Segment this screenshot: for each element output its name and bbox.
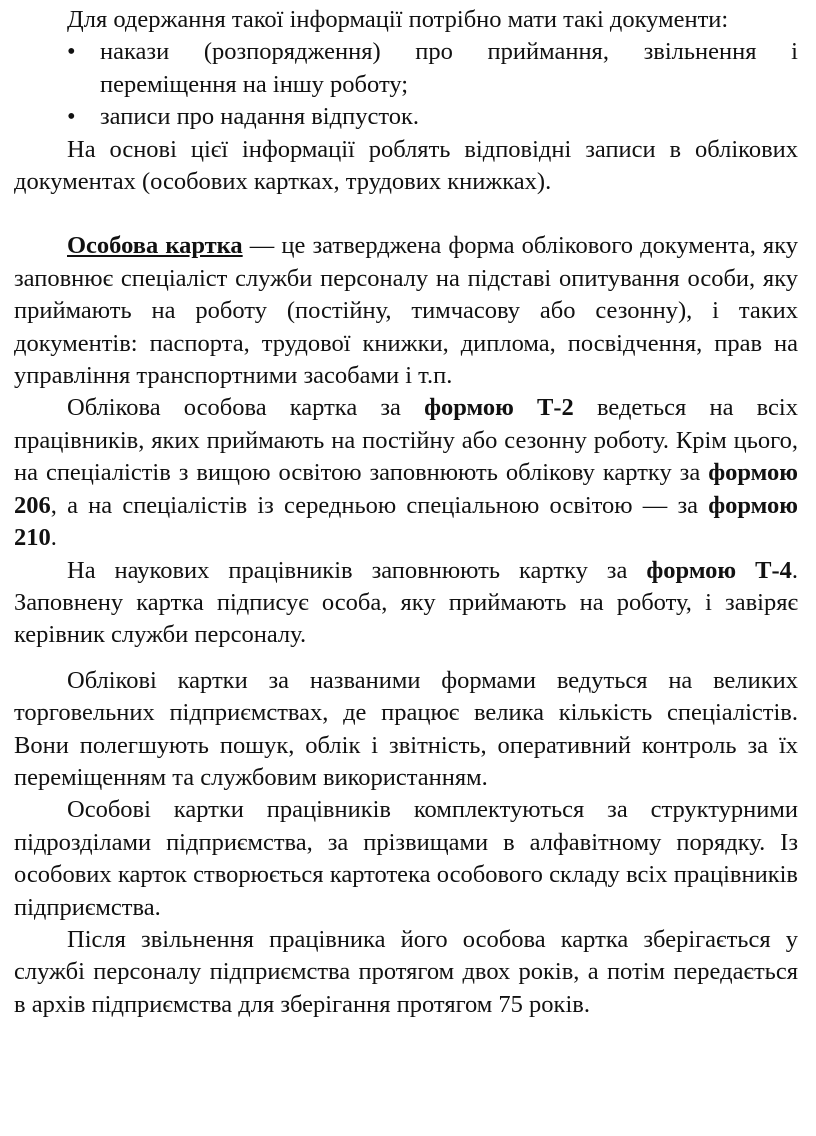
form-206-term: формою 206 <box>14 459 798 519</box>
form-210-term: формою 210 <box>14 491 798 552</box>
form-t2-term: формою Т-2 <box>424 394 574 422</box>
list-item-text: накази (розпорядження) про приймання, звільнення і переміщення на іншу роботу; <box>100 38 798 98</box>
text-run: , а на спеціалістів із середньою спеціальною освітою — за <box>50 491 709 519</box>
bullet-icon: • <box>67 38 76 66</box>
list-item-text: записи про надання відпусток. <box>100 103 419 131</box>
documents-list <box>14 36 798 133</box>
filing-paragraph: Особові картки працівників комплектуються за структурними підрозділами підприємства, за прізвищами в алфавітному порядку. Із особових карток створюється картотека особового складу всіх працівників підприємства. <box>14 796 798 921</box>
text-run: . Заповнену картка підписує особа, яку приймають на роботу, і завіряє керівник служби персоналу. <box>14 556 799 649</box>
document-page <box>14 4 798 1021</box>
definition-text: — це затверджена форма облікового документа, яку заповнює спеціаліст служби персоналу на підставі опитування особи, яку приймають на роботу (постійну, тимчасову або сезонну), і таких документів: паспорта, трудової книжки, диплома, посвідчення, прав на управління транспортними засобами і т.п. <box>14 232 799 390</box>
form-t4-paragraph <box>14 555 798 652</box>
text-run: . <box>50 524 57 552</box>
list-item <box>14 36 798 101</box>
text-run: ведеться на всіх працівників, яких приймають на постійну або сезонну роботу. Крім цього, на спеціалістів з вищою освітою заповнюють облікову картку за <box>14 394 798 487</box>
defined-term: Особова картка <box>67 232 243 260</box>
records-paragraph: На основі цієї інформації роблять відповідні записи в облікових документах (особових картках, трудових книжках). <box>14 135 798 196</box>
form-t2-paragraph <box>14 392 798 554</box>
usage-paragraph: Облікові картки за названими формами ведуться на великих торговельних підприємствах, де працює велика кількість спеціалістів. Вони полегшують пошук, облік і звітність, оперативний контроль за їх переміщенням та службовим використанням. <box>14 666 798 791</box>
bullet-icon: • <box>67 103 76 131</box>
intro-paragraph: Для одержання такої інформації потрібно мати такі документи: <box>67 6 729 33</box>
text-run: На наукових працівників заповнюють картку за <box>67 556 647 584</box>
retention-paragraph: Після звільнення працівника його особова картка зберігається у службі персоналу підприємства протягом двох років, а потім передається в архів підприємства для зберігання протягом 75 років. <box>14 925 798 1018</box>
list-item <box>14 101 798 133</box>
form-t4-term: формою Т-4 <box>646 556 792 584</box>
text-run: Облікова особова картка за <box>67 394 425 422</box>
definition-paragraph <box>14 230 798 392</box>
